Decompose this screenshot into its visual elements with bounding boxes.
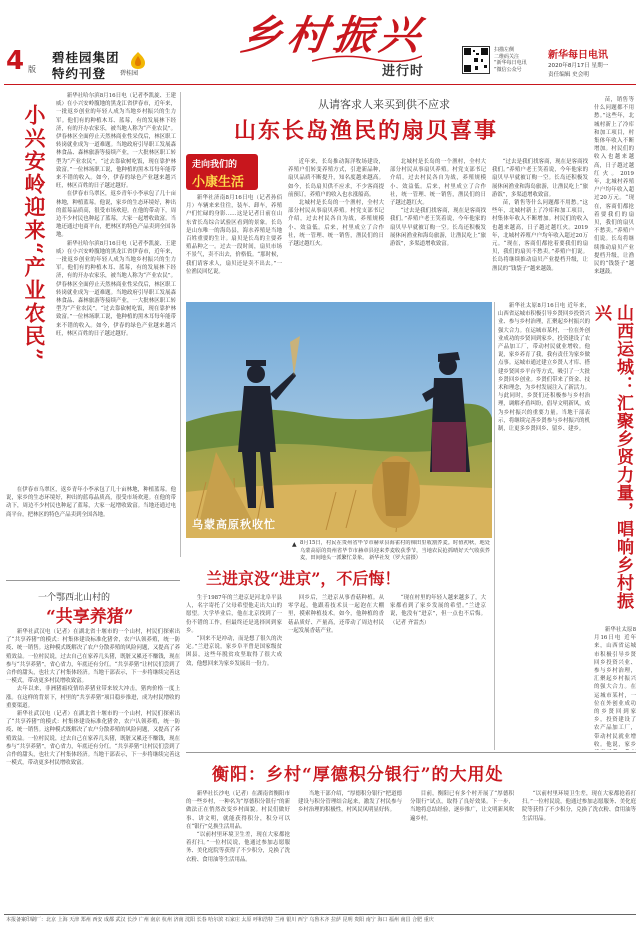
footer-printers: 本报备案印刷厂：北京 上海 天津 郑州 西安 成都 武汉 长沙 广州 南京 杭州 济南 沈阳 长春 哈尔滨 石家庄 太原 呼和浩特 兰州 银川 西宁 乌鲁木齐 拉萨 昆明 贵阳 南宁 海口 福州 南昌 合肥 重庆 bbox=[6, 917, 434, 923]
column-badge-bottom: 小康生活 bbox=[192, 175, 245, 190]
lead-col-4 bbox=[492, 158, 588, 296]
hengyang-col-2 bbox=[298, 790, 402, 912]
lead-col-1 bbox=[186, 194, 282, 296]
hengyang-col-1 bbox=[186, 790, 290, 912]
left-article-body-lower bbox=[6, 486, 176, 576]
pig-kicker: 一个鄂西北山村的 bbox=[38, 593, 111, 603]
qr-caption: 扫描左侧 二维码关注 “新华每日电讯 ”微信公众号 bbox=[494, 47, 527, 73]
hengyang-paragraph-2: “以前村里环境卫生差，现在大家都抢着打扫。”一位村民说，他通过参加志愿服务、美化庭院等获得了不少积分，兑换了洗衣粉、食用油等生活用品。 bbox=[186, 832, 290, 863]
lanjin-paragraph-1: 生于1987年的兰进京是河北阜平县人，名字寄托了父母希望他走出大山的愿望。大学毕业后，他在北京找到了一份不错的工作，但最终还是选择回到家乡。 bbox=[186, 595, 282, 634]
yuncheng-paragraph-2: 新华社太原8月16日电 近年来，山西省运城市积极引导乡贤回乡投资兴业、参与乡村治理，汇聚起乡村振兴的强大合力。在运城市某村，一位在外创业成功的乡贤回到家乡，投资建设了农产品加工厂，带动村民就业增收。他说，家乡 bbox=[594, 627, 636, 748]
harvest-photo-image bbox=[186, 302, 492, 538]
lead-col-2 bbox=[288, 158, 384, 296]
lead-paragraph-3: 北城村是长岛的一个渔村，全村大部分村民从事扇贝养殖。村党支部书记介绍，过去村民各自为战，养殖规模小、效益低。后来，村里成立了合作社，统一管理、统一销售，渔民们的日子越过越红火。 bbox=[288, 200, 384, 248]
lead-paragraph-7: 苗，销售等什么问题都不用愁。”这些年，北城村新上了冷库和加工项目，村集体年收入不断增加。村民们的收入也越来越高，日子越过越红火。2019年，北城村养殖户户均年收入超过20万元。“现在，客商们都抢着要我们的扇贝，我们的扇贝不愁卖。”养殖户们说。长岛将继续推动扇贝产业提档升级，让渔民的“钱袋子”越来越鼓。 bbox=[492, 200, 588, 272]
left-paragraph-4: 在伊春市乌翠区，返乡青年小李承包了几十亩林地，种植蓝莓。他说，家乡的生态环境好，种出的蓝莓品质高，很受市场欢迎。在他的带动下，周边不少村民也种起了蓝莓，大家一起增收致富。当地还通过电商平台，把林区的特色产品卖到全国各地。 bbox=[6, 487, 176, 518]
lanjin-paragraph-3: 回乡后，兰进京从事香菇种植。从零学起，他跟着技术员一起泡在大棚里，摸索种植技术。如今，他种植的香菇品质好、产量高，还带动了周边村民一起发展香菇产业。 bbox=[288, 595, 384, 634]
pig-paragraph-2: 去年以来，非洲猪瘟疫情给养猪业带来较大冲击，猪肉价格一度上涨。在这样的背景下，村里的“共享养猪”项目稳步推进，成为村民增收的重要渠道。 bbox=[6, 686, 180, 709]
left-headline: 小兴安岭迎来“产业农民” bbox=[22, 104, 47, 363]
yuncheng-body-2 bbox=[594, 626, 636, 750]
column-badge bbox=[186, 154, 258, 190]
lead-paragraph-8: 苗，销售等什么问题都不用愁。”这些年，北城村新上了冷库和加工项目，村集体年收入不断增加。村民们的收入也越来越高，日子越过越红火。2019年，北城村养殖户户均年收入超过20万元。“现在，客商们都抢着要我们的扇贝，我们的扇贝不愁卖。”养殖户们说。长岛将继续推动扇贝产业提档升级，让渔民的“钱袋子”越来越鼓。 bbox=[594, 97, 634, 276]
lead-kicker: 从请客求人来买到供不应求 bbox=[318, 98, 450, 111]
column-badge-top: 走向我们的 bbox=[192, 160, 238, 170]
lead-paragraph-6: “过去是我们找客商，现在是客商找我们。”养殖户老王笑着说，今年他家的扇贝早早就被订购一空。长岛还积极发展休闲渔业和海岛旅游，让渔民吃上“旅游饭”，多渠道增收致富。 bbox=[492, 159, 588, 198]
lanjin-col-3 bbox=[390, 594, 486, 746]
masthead-title: 乡村振兴 bbox=[238, 12, 429, 59]
pig-headline: “共享养猪” bbox=[46, 607, 134, 627]
lead-paragraph-5: “过去是我们找客商，现在是客商找我们。”养殖户老王笑着说，今年他家的扇贝早早就被订购一空。长岛还积极发展休闲渔业和海岛旅游，让渔民吃上“旅游饭”，多渠道增收致富。 bbox=[390, 208, 486, 248]
pig-body bbox=[6, 628, 180, 910]
yuncheng-paragraph-1: 新华社太原8月16日电 近年来，山西省运城市积极引导乡贤回乡投资兴业、参与乡村治理，汇聚起乡村振兴的强大合力。在运城市某村，一位在外创业成功的乡贤回到家乡，投资建设了农产品加工厂，带动村民就业增收。他说，家乡养育了我，我有责任为家乡做点事。运城市通过建立乡贤人才库、搭建乡贤回乡平台等方式，吸引了一大批乡贤回乡创业。乡贤们带来了资金、技术和理念，为乡村发展注入了新活力。与此同时，乡贤们还积极参与乡村治理，调解矛盾纠纷，倡导文明新风，成为乡村振兴的重要力量。当地干部表示，将继续完善乡贤参与乡村振兴的机制，让更多乡贤回乡、留乡、建乡。 bbox=[498, 303, 590, 433]
left-paragraph-2: 在伊春市乌翠区，返乡青年小李承包了几十亩林地，种植蓝莓。他说，家乡的生态环境好，种出的蓝莓品质高，很受市场欢迎。在他的带动下，周边不少村民也种起了蓝莓，大家一起增收致富。当地还通过电商平台，把林区的特色产品卖到全国各地。 bbox=[56, 191, 176, 239]
photo-caption: 8月15日，村民在贵州省毕节市赫章县海雀村的梯田里收割荞麦。时值初秋，地处乌蒙高原的贵州省毕节市赫章县迎来荞麦收获季节，当地农民抢抓晴好天气收获荞麦，田间地头一派繁忙景象。 新华社发（罗大富摄） bbox=[300, 540, 490, 562]
hengyang-paragraph-1: 新华社长沙电（记者）在湖南省衡阳市的一些乡村，一种名为“厚德积分银行”的新做法正在悄然改变乡村面貌。村民们做好事、讲文明，就能获得积分，积分可以在“银行”兑换生活用品。 bbox=[186, 791, 290, 830]
sponsor-logo-text: 碧桂园 bbox=[120, 70, 139, 77]
page-number: 4 bbox=[6, 46, 25, 76]
masthead-subtitle: 进行时 bbox=[382, 64, 425, 79]
editor-line: 责任编辑 史会明 bbox=[548, 72, 589, 78]
left-paragraph-3: 新华社哈尔滨8月16日电（记者李凯旋、王建威）在小兴安岭腹地的黑龙江省伊春市，近年来，一批返乡创业的年轻人成为当地乡村振兴的生力军。他们有的种植木耳、蓝莓，有的发展林下经济，有的开办农家乐，被当地人称为“产业农民”。伊春林区全面停止天然林商业性采伐后，林区职工转岗就业成为一道难题。当地政府引导职工发展森林食品、森林旅游等接续产业，一大批林区职工转型为“产业农民”。“过去靠砍树吃饭，现在靠护林致富。”一位林场职工说，他种植的黑木耳每年能带来不错的收入。如今，伊春的绿色产业越来越兴旺，林区百姓的日子越过越好。 bbox=[56, 240, 176, 337]
lanjin-headline: 兰进京没“进京”，不后悔！ bbox=[206, 569, 401, 588]
qr-code[interactable] bbox=[462, 46, 490, 74]
column-rule-left bbox=[180, 92, 181, 557]
lead-headline: 山东长岛渔民的扇贝喜事 bbox=[234, 118, 499, 144]
hengyang-headline: 衡阳：乡村“厚德积分银行”的大用处 bbox=[212, 765, 504, 785]
lanjin-paragraph-4: “现在村里的年轻人越来越多了，大家都看到了家乡发展的希望。”兰进京说，他没有“进京”，但一点也不后悔。 （记者 齐雷杰） bbox=[390, 595, 486, 626]
hengyang-col-3 bbox=[410, 790, 514, 912]
hengyang-paragraph-5: “以前村里环境卫生差，现在大家都抢着打扫。”一位村民说，他通过参加志愿服务、美化庭院等获得了不少积分，兑换了洗衣粉、食用油等生活用品。 bbox=[522, 791, 636, 822]
paper-name: 新华每日电讯 bbox=[548, 50, 608, 61]
lanjin-paragraph-2: “回来不是冲动，而是想了很久的决定。”兰进京说，家乡阜平曾是国家级贫困县，这些年脱贫攻坚取得了很大成效，他想回来为家乡发展出一份力。 bbox=[186, 636, 282, 667]
yuncheng-headline: 山西运城：汇聚乡贤力量，唱响乡村振兴 bbox=[591, 304, 633, 610]
page-unit: 版 bbox=[28, 65, 36, 74]
lead-paragraph-4: 北城村是长岛的一个渔村，全村大部分村民从事扇贝养殖。村党支部书记介绍，过去村民各自为战，养殖规模小、效益低。后来，村里成立了合作社，统一管理、统一销售，渔民们的日子越过越红火。 bbox=[390, 159, 486, 207]
harvest-photo bbox=[186, 302, 492, 538]
caption-camera-icon: ▲ bbox=[292, 541, 297, 548]
sponsor-logo bbox=[118, 50, 158, 76]
pig-paragraph-3: 新华社武汉电（记者）在湖北省十堰市的一个山村，村民们探索出了“共享养猪”的模式：村集体建设标准化猪舍，农户认领养殖，统一防疫、统一销售。这种模式既解决了农户分散养殖的风险问题，又提高了养殖效益。一位村民说，过去自己在家养几头猪，既脏又累还不赚钱，现在参与“共享养猪”，省心省力，年底还有分红。“共享养猪”让村民们尝到了合作的甜头，也壮大了村集体经济。当地干部表示，下一步将继续完善这一模式，带动更多村民增收致富。 bbox=[6, 711, 180, 767]
lead-col-5 bbox=[594, 96, 634, 296]
hengyang-paragraph-3: 当地干部介绍，“厚德积分银行”把道德建设与积分管理结合起来，激发了村民参与乡村治理的积极性，村风民风明显好转。 bbox=[298, 791, 402, 814]
column-rule-right bbox=[494, 302, 495, 750]
sponsor-line-2: 特约刊登 bbox=[52, 66, 107, 81]
sponsor-line-1: 碧桂园集团 bbox=[52, 50, 120, 65]
lead-col-3 bbox=[390, 158, 486, 296]
hengyang-col-4 bbox=[522, 790, 636, 912]
pig-top-rule bbox=[6, 580, 180, 581]
lanjin-col-2 bbox=[288, 594, 384, 746]
masthead-rule bbox=[4, 84, 636, 85]
yuncheng-body-1 bbox=[498, 302, 590, 750]
footer-rule bbox=[4, 914, 636, 915]
left-paragraph-1: 新华社哈尔滨8月16日电（记者李凯旋、王建威）在小兴安岭腹地的黑龙江省伊春市，近年来，一批返乡创业的年轻人成为当地乡村振兴的生力军。他们有的种植木耳、蓝莓，有的发展林下经济，有的开办农家乐，被当地人称为“产业农民”。伊春林区全面停止天然林商业性采伐后，林区职工转岗就业成为一道难题。当地政府引导职工发展森林食品、森林旅游等接续产业，一大批林区职工转型为“产业农民”。“过去靠砍树吃饭，现在靠护林致富。”一位林场职工说，他种植的黑木耳每年能带来不错的收入。如今，伊春的绿色产业越来越兴旺，林区百姓的日子越过越好。 bbox=[56, 93, 176, 190]
hengyang-top-rule bbox=[186, 752, 636, 753]
lead-paragraph-1: 新华社济南8月16日电（记者孙佰月）车辆来来往往，装车、卸车，养殖户们忙碌的身影……这是记者日前在山东省长岛综合试验区看到的景象。长岛是山东唯一的海岛县，海水养殖是当地百姓重要的生计。扇贝是长岛的主要养殖品种之一。过去一段时间，扇贝市场不景气，卖不出去，价格低。“那时候，我们请客求人，扇贝还是卖不出去。”一位渔民回忆说。 bbox=[186, 195, 282, 275]
pig-paragraph-1: 新华社武汉电（记者）在湖北省十堰市的一个山村，村民们探索出了“共享养猪”的模式：村集体建设标准化猪舍，农户认领养殖，统一防疫、统一销售。这种模式既解决了农户分散养殖的风险问题，又提高了养殖效益。一位村民说，过去自己在家养几头猪，既脏又累还不赚钱，现在参与“共享养猪”，省心省力，年底还有分红。“共享养猪”让村民们尝到了合作的甜头，也壮大了村集体经济。当地干部表示，下一步将继续完善这一模式，带动更多村民增收致富。 bbox=[6, 629, 180, 685]
photo-watermark: 乌蒙高原秋收忙 bbox=[192, 518, 276, 531]
hengyang-paragraph-4: 目前，衡阳已有多个村开展了“厚德积分银行”试点，取得了良好效果。下一步，当地将总结经验，逐步推广，让文明新风吹遍乡村。 bbox=[410, 791, 514, 822]
date-line: 2020年8月17日 星期一 bbox=[548, 63, 609, 69]
masthead-deco bbox=[312, 48, 422, 58]
qr-code-icon bbox=[463, 47, 489, 73]
masthead bbox=[0, 0, 640, 90]
lanjin-col-1 bbox=[186, 594, 282, 746]
lead-paragraph-2: 近年来，长岛推动海洋牧场建设，养殖户们转变养殖方式，引进新品种，扇贝品质不断提升，知名度越来越高。如今，长岛扇贝供不应求，不少客商提前预订，养殖户的收入也水涨船高。 bbox=[288, 159, 384, 198]
